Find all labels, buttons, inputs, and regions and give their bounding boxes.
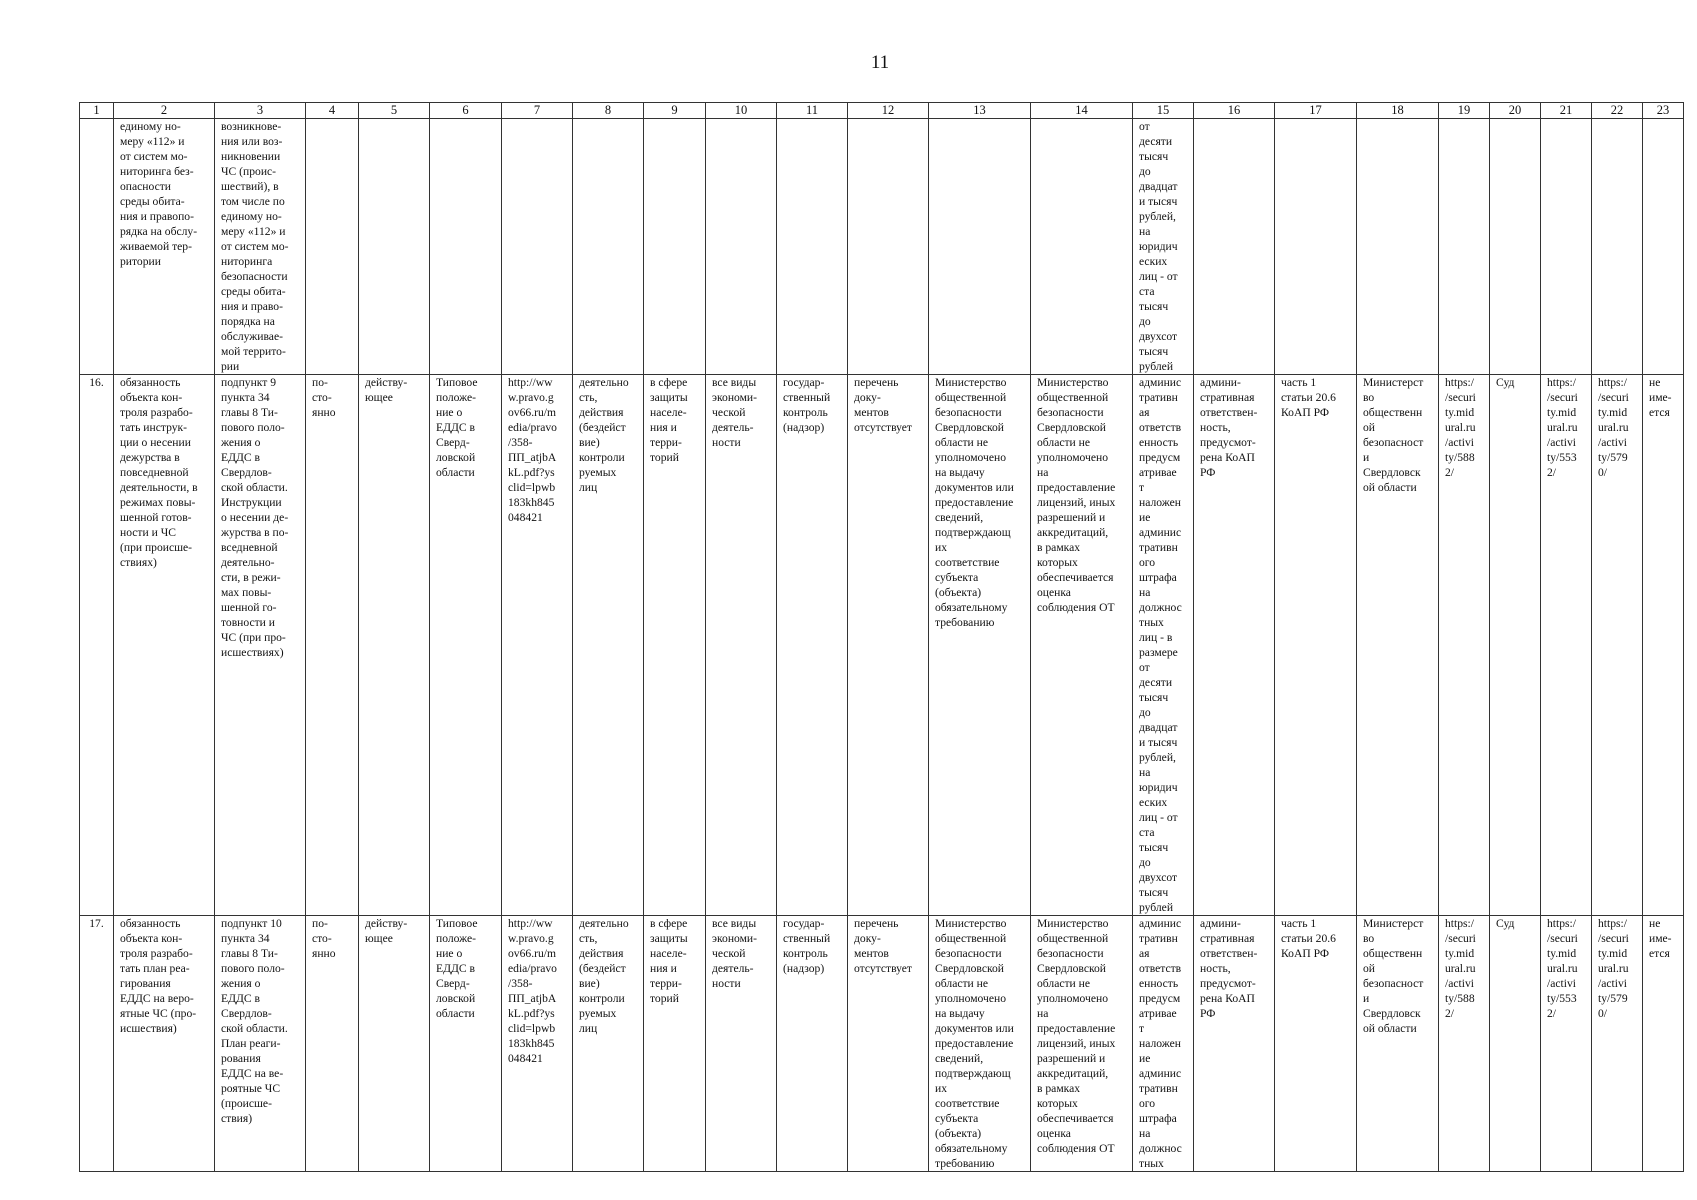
page-number: 11	[870, 52, 890, 73]
table-cell: часть 1 статьи 20.6 КоАП РФ	[1275, 916, 1357, 1172]
table-cell: деятельно сть, действия (бездейст вие) контроли руемых лиц	[573, 916, 644, 1172]
column-number: 21	[1541, 103, 1592, 119]
column-number: 7	[502, 103, 573, 119]
table-cell	[848, 119, 929, 375]
table-cell: в сфере защиты населе- ния и терри- торий	[644, 916, 706, 1172]
table-cell: действу- ющее	[359, 375, 430, 916]
table-row-continued	[80, 119, 1684, 375]
table-cell: Министерст во общественн ой безопасност и Свердловск ой области	[1357, 375, 1439, 916]
table-cell	[573, 119, 644, 375]
column-number: 11	[777, 103, 848, 119]
table-cell: Министерство общественной безопасности Свердловской области не уполномочено на выдачу документов или предоставление сведений, подтверждающ их соответствие субъекта (объекта) обязательному требованию	[929, 375, 1031, 916]
table-row-16	[80, 375, 1684, 916]
column-number: 2	[114, 103, 215, 119]
row-number-cell	[80, 119, 114, 375]
table-cell	[777, 119, 848, 375]
table-cell	[1592, 119, 1643, 375]
table-cell: государ- ственный контроль (надзор)	[777, 375, 848, 916]
table-cell: админис тративн ая ответств енность предусм атривае т наложен ие админис тративн ого штрафа на должнос тных лиц - в размере от десяти тысяч до двадцат и тысяч рублей, на юридич еских лиц - от ста тысяч до двухсот тысяч рублей	[1133, 375, 1194, 916]
table-cell: https:/ /securi ty.mid ural.ru /activi ty/588 2/	[1439, 916, 1490, 1172]
table-cell: единому но- меру «112» и от систем мо- ниторинга без- опасности среды обита- ния и правопо- рядка на обслу- живаемой тер- ритории	[114, 119, 215, 375]
table-cell: по- сто- янно	[306, 916, 359, 1172]
table-cell	[430, 119, 502, 375]
table-cell: от десяти тысяч до двадцат и тысяч рублей, на юридич еских лиц - от ста тысяч до двухсот тысяч рублей	[1133, 119, 1194, 375]
table-cell: Суд	[1490, 375, 1541, 916]
table-cell: в сфере защиты населе- ния и терри- торий	[644, 375, 706, 916]
column-number: 19	[1439, 103, 1490, 119]
table-cell: админи- стративная ответствен- ность, предусмот- рена КоАП РФ	[1194, 916, 1275, 1172]
table-cell	[1357, 119, 1439, 375]
table-cell: государ- ственный контроль (надзор)	[777, 916, 848, 1172]
table-cell	[706, 119, 777, 375]
table-cell	[1643, 119, 1684, 375]
table-cell: все виды экономи- ческой деятель- ности	[706, 916, 777, 1172]
column-number: 3	[215, 103, 306, 119]
table-cell: не име- ется	[1643, 375, 1684, 916]
table-cell: http://ww w.pravo.g ov66.ru/m edia/pravo /358- ПП_atjbA kL.pdf?ys clid=lpwb 183kh845 048421	[502, 375, 573, 916]
table-cell	[1541, 119, 1592, 375]
column-number: 6	[430, 103, 502, 119]
column-number-row	[80, 103, 1684, 119]
table-cell: не име- ется	[1643, 916, 1684, 1172]
column-number: 20	[1490, 103, 1541, 119]
table-cell: Министерство общественной безопасности Свердловской области не уполномочено на выдачу документов или предоставление сведений, подтверждающ их соответствие субъекта (объекта) обязательному требованию	[929, 916, 1031, 1172]
table-cell: все виды экономи- ческой деятель- ности	[706, 375, 777, 916]
table-cell: админи- стративная ответствен- ность, предусмот- рена КоАП РФ	[1194, 375, 1275, 916]
column-number: 12	[848, 103, 929, 119]
table-cell	[1031, 119, 1133, 375]
table-row-17	[80, 916, 1684, 1172]
table-cell: по- сто- янно	[306, 375, 359, 916]
table-cell: подпункт 10 пункта 34 главы 8 Ти- пового поло- жения о ЕДДС в Свердлов- ской области. План реаги- рования ЕДДС на ве- роятные ЧС (происше- ствия)	[215, 916, 306, 1172]
column-number: 23	[1643, 103, 1684, 119]
table-cell: подпункт 9 пункта 34 главы 8 Ти- пового поло- жения о ЕДДС в Свердлов- ской области. Инструкции о несении де- журства в по- вседневной деятельно- сти, в режи- мах повы- шенной го- товности и ЧС (при про- исшествиях)	[215, 375, 306, 916]
table-cell: Министерство общественной безопасности Свердловской области не уполномочено на предоставление лицензий, иных разрешений и аккредитаций, в рамках которых обеспечивается оценка соблюдения ОТ	[1031, 916, 1133, 1172]
table-cell: обязанность объекта кон- троля разрабо- тать план реа- гирования ЕДДС на веро- ятные ЧС (про- исшествия)	[114, 916, 215, 1172]
requirements-table	[79, 102, 1684, 1172]
table-cell	[1275, 119, 1357, 375]
table-cell	[1490, 119, 1541, 375]
table-cell	[502, 119, 573, 375]
table-cell: https:/ /securi ty.mid ural.ru /activi ty/588 2/	[1439, 375, 1490, 916]
table-cell: часть 1 статьи 20.6 КоАП РФ	[1275, 375, 1357, 916]
table-cell	[306, 119, 359, 375]
table-cell: Суд	[1490, 916, 1541, 1172]
table-cell: действу- ющее	[359, 916, 430, 1172]
table-cell: Министерство общественной безопасности Свердловской области не уполномочено на предоставление лицензий, иных разрешений и аккредитаций, в рамках которых обеспечивается оценка соблюдения ОТ	[1031, 375, 1133, 916]
column-number: 5	[359, 103, 430, 119]
table-cell: Типовое положе- ние о ЕДДС в Сверд- ловской области	[430, 375, 502, 916]
table-cell: https:/ /securi ty.mid ural.ru /activi ty/553 2/	[1541, 916, 1592, 1172]
column-number: 22	[1592, 103, 1643, 119]
table-cell: деятельно сть, действия (бездейст вие) контроли руемых лиц	[573, 375, 644, 916]
table-cell: перечень доку- ментов отсутствует	[848, 916, 929, 1172]
table-cell: обязанность объекта кон- троля разрабо- тать инструк- ции о несении дежурства в повседневной деятельности, в режимах повы- шенной готов- ности и ЧС (при происше- ствиях)	[114, 375, 215, 916]
table-cell: http://ww w.pravo.g ov66.ru/m edia/pravo /358- ПП_atjbA kL.pdf?ys clid=lpwb 183kh845 048421	[502, 916, 573, 1172]
column-number: 9	[644, 103, 706, 119]
column-number: 4	[306, 103, 359, 119]
column-number: 1	[80, 103, 114, 119]
table-cell: Министерст во общественн ой безопасност и Свердловск ой области	[1357, 916, 1439, 1172]
table-cell: админис тративн ая ответств енность предусм атривае т наложен ие админис тративн ого штрафа на должнос тных	[1133, 916, 1194, 1172]
column-number: 17	[1275, 103, 1357, 119]
column-number: 15	[1133, 103, 1194, 119]
table-cell: https:/ /securi ty.mid ural.ru /activi ty/579 0/	[1592, 916, 1643, 1172]
table-cell	[1439, 119, 1490, 375]
column-number: 16	[1194, 103, 1275, 119]
column-number: 18	[1357, 103, 1439, 119]
table-cell	[1194, 119, 1275, 375]
table-cell	[359, 119, 430, 375]
table-cell	[929, 119, 1031, 375]
column-number: 8	[573, 103, 644, 119]
table-cell: https:/ /securi ty.mid ural.ru /activi ty/579 0/	[1592, 375, 1643, 916]
column-number: 10	[706, 103, 777, 119]
table-cell: Типовое положе- ние о ЕДДС в Сверд- ловской области	[430, 916, 502, 1172]
row-number-cell: 17.	[80, 916, 114, 1172]
table-cell	[644, 119, 706, 375]
column-number: 13	[929, 103, 1031, 119]
table-cell: возникнове- ния или воз- никновении ЧС (проис- шествий), в том числе по единому но- меру «112» и от систем мо- ниторинга безопасности среды обита- ния и право- порядка на обслуживае- мой террито- рии	[215, 119, 306, 375]
table-cell: https:/ /securi ty.mid ural.ru /activi ty/553 2/	[1541, 375, 1592, 916]
column-number: 14	[1031, 103, 1133, 119]
table-cell: перечень доку- ментов отсутствует	[848, 375, 929, 916]
row-number-cell: 16.	[80, 375, 114, 916]
